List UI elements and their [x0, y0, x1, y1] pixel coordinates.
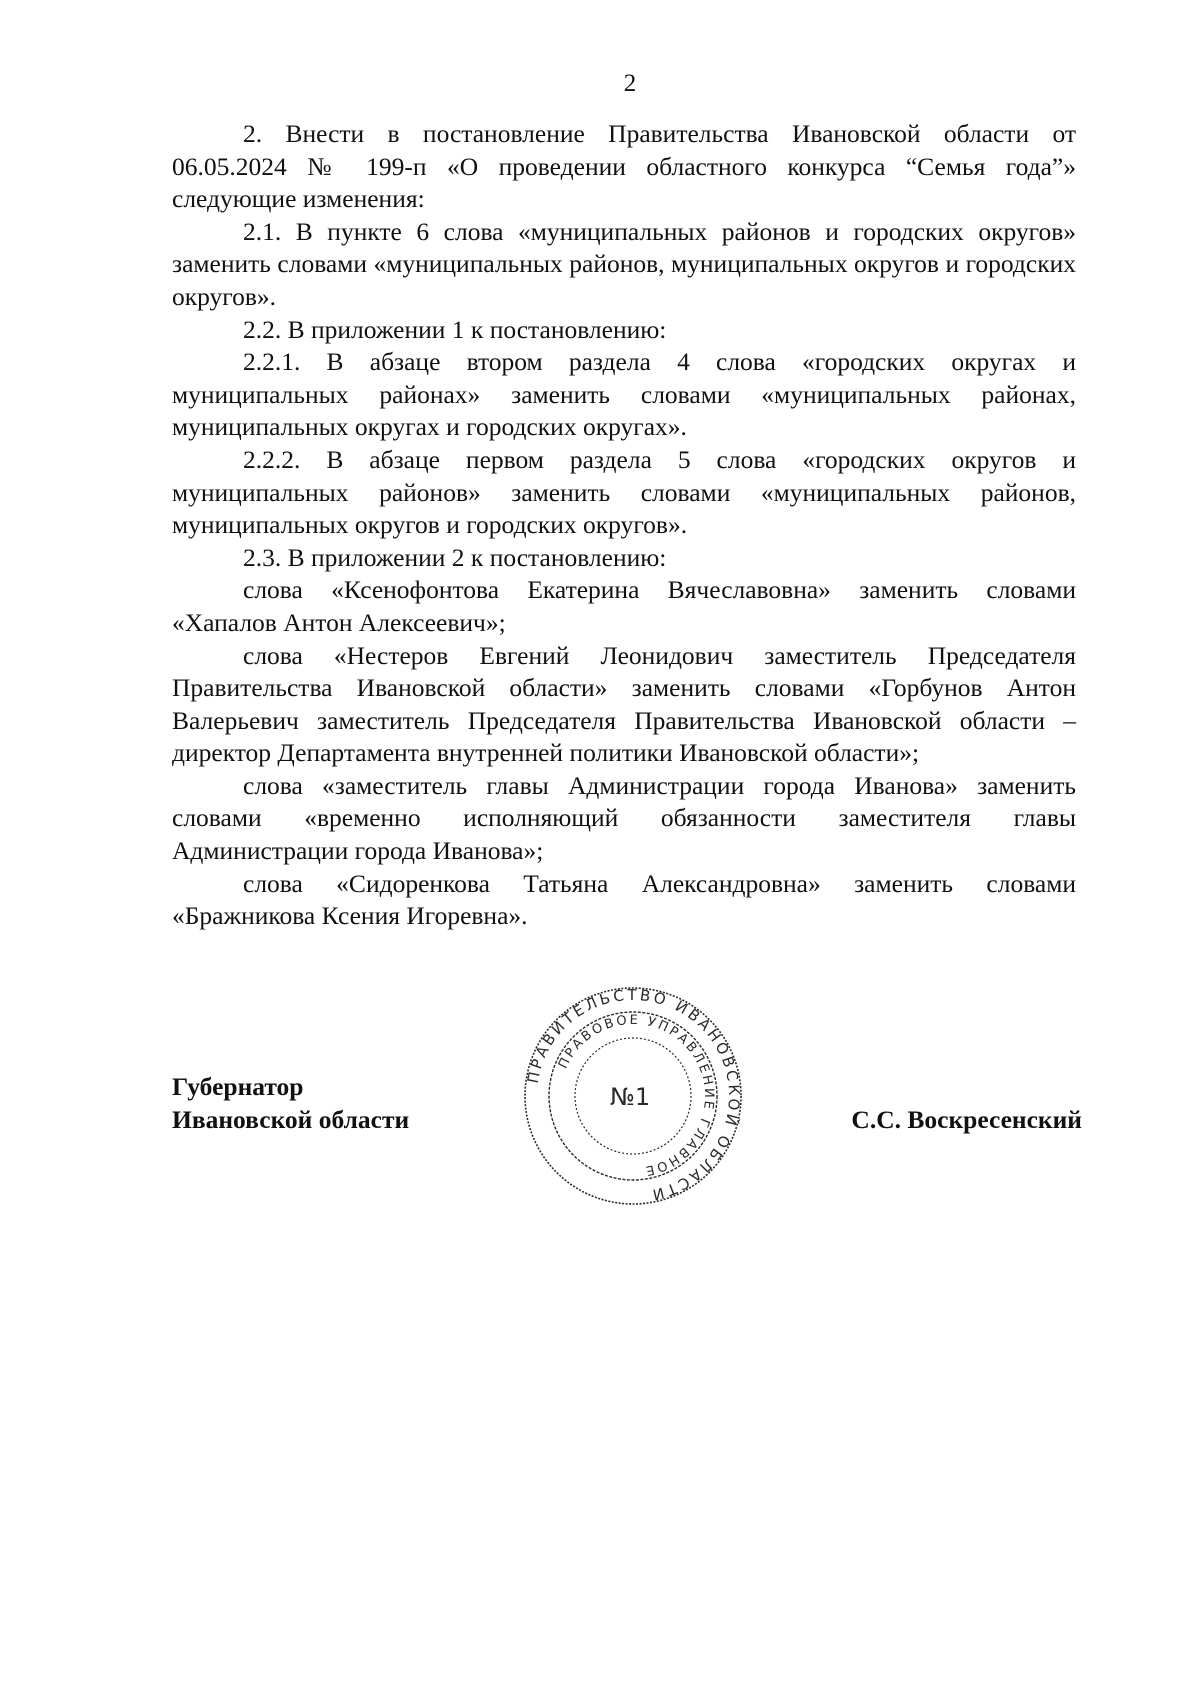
signatory-title-line2: Ивановской области: [172, 1105, 410, 1134]
signatory-name: С.С. Воскресенский: [851, 1105, 1082, 1134]
stamp-inner-text: ПРАВОВОЕ УПРАВЛЕНИЕ ГЛАВНОЕ: [555, 1012, 717, 1179]
stamp-number: №1: [609, 1083, 651, 1111]
paragraph-replacement-1: слова «Ксенофонтова Екатерина Вячеславовна» заменить словами «Хапалов Антон Алексеевич»;: [172, 575, 1076, 637]
paragraph-replacement-3: слова «заместитель главы Администрации города Иванова» заменить словами «временно исполняющий обязанности заместителя главы Администрации города Иванова»;: [172, 770, 1076, 866]
paragraph-item-2: 2. Внести в постановление Правительства Ивановской области от 06.05.2024 № 199-п «О проведении областного конкурса “Семья года”» следующие изменения:: [172, 119, 1076, 214]
official-seal-stamp: [522, 985, 744, 1207]
stamp-outer-text: ПРАВИТЕЛЬСТВО ИВАНОВСКОЙ ОБЛАСТИ: [523, 985, 744, 1205]
page-number: 2: [623, 70, 637, 97]
paragraph-replacement-2: слова «Нестеров Евгений Леонидович заместитель Председателя Правительства Ивановской области» заменить словами «Горбунов Антон Валерьевич заместитель Председателя Правительства Ивановской области – директор Департамента внутренней политики Ивановской области»;: [172, 640, 1076, 768]
paragraph-item-2-2-2: 2.2.2. В абзаце первом раздела 5 слова «городских округов и муниципальных районов» заменить словами «муниципальных районов, муниципальных округов и городских округов».: [172, 444, 1076, 540]
document-body: [172, 118, 1076, 933]
signatory-title-line1: Губернатор: [172, 1072, 304, 1101]
signatory-title: [172, 1070, 409, 1136]
paragraph-item-2-1: 2.1. В пункте 6 слова «муниципальных районов и городских округов» заменить словами «муниципальных районов, муниципальных округов и городских округов».: [172, 216, 1076, 311]
paragraph-item-2-3: 2.3. В приложении 2 к постановлению:: [243, 542, 667, 572]
paragraph-item-2-2-1: 2.2.1. В абзаце втором раздела 4 слова «городских округах и муниципальных районах» заменить словами «муниципальных районах, муниципальных округах и городских округах».: [172, 347, 1076, 442]
paragraph-item-2-2: 2.2. В приложении 1 к постановлению:: [243, 314, 667, 344]
paragraph-replacement-4: слова «Сидоренкова Татьяна Александровна» заменить словами «Бражникова Ксения Игоревна».: [172, 868, 1076, 931]
